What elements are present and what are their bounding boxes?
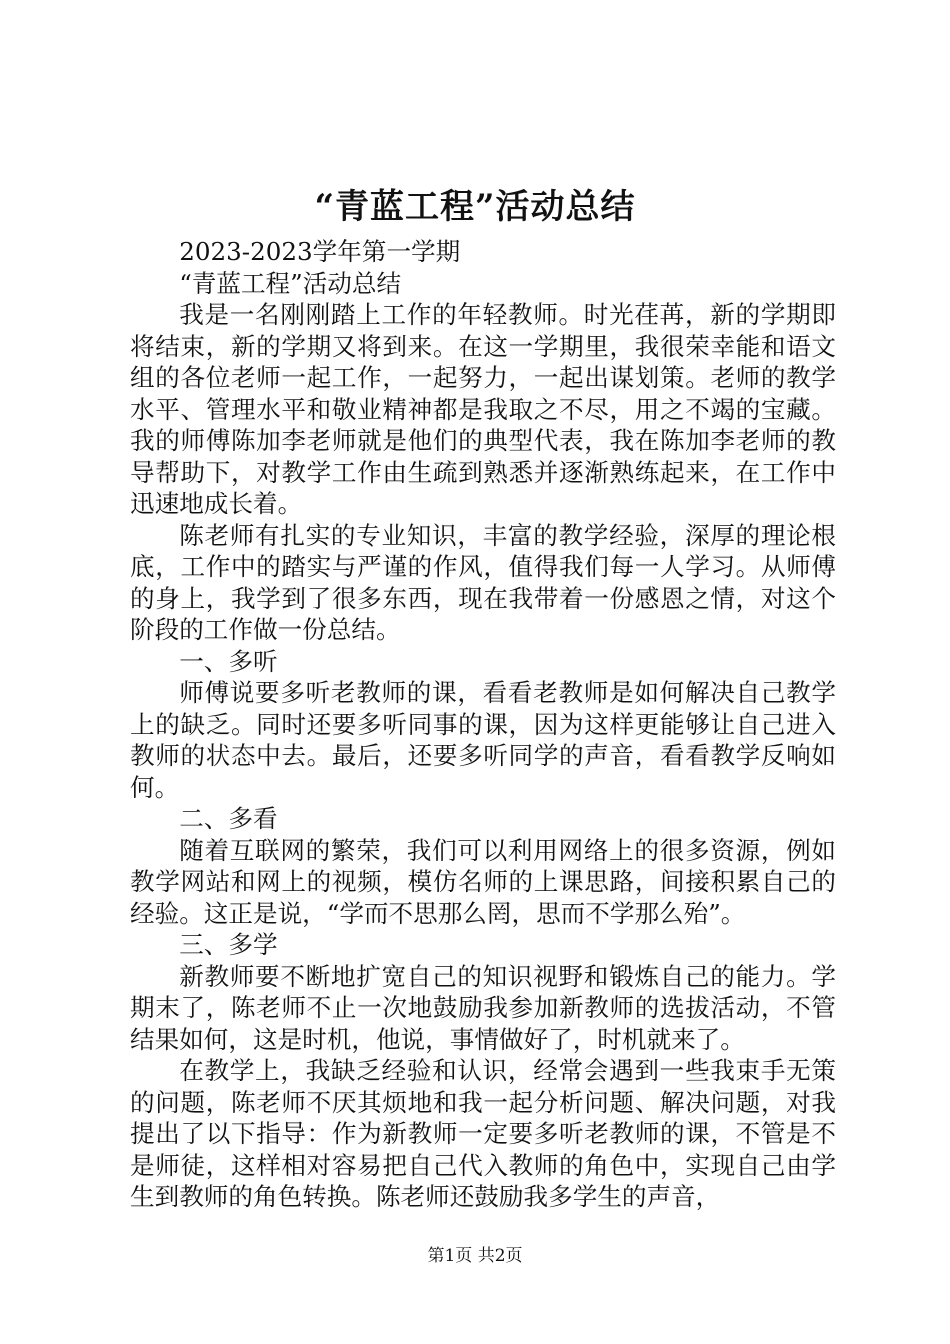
paragraph: 我是一名刚刚踏上工作的年轻教师。时光荏苒，新的学期即将结束，新的学期又将到来。在这一学期里，我很荣幸能和语文组的各位老师一起工作，一起努力，一起出谋划策。老师的教学水平、管理水平和敬业精神都是我取之不尽，用之不竭的宝藏。我的师傅陈加李老师就是他们的典型代表，我在陈加李老师的教导帮助下，对教学工作由生疏到熟悉并逐渐熟练起来，在工作中迅速地成长着。 xyxy=(130,300,836,518)
document-title: “青蓝工程”活动总结 xyxy=(314,187,636,227)
paragraph: 师傅说要多听老教师的课，看看老教师是如何解决自己教学上的缺乏。同时还要多听同事的课，因为这样更能够让自己进入教师的状态中去。最后，还要多听同学的声音，看看教学反响如何。 xyxy=(130,678,836,802)
page-number-footer: 第1页 共2页 xyxy=(427,1246,523,1266)
paragraph: 陈老师有扎实的专业知识，丰富的教学经验，深厚的理论根底，工作中的踏实与严谨的作风，值得我们每一人学习。从师傅的身上，我学到了很多东西，现在我带着一份感恩之情，对这个阶段的工作做一份总结。 xyxy=(130,520,836,644)
document-body xyxy=(130,236,836,1213)
paragraph: 新教师要不断地扩宽自己的知识视野和锻炼自己的能力。学期末了，陈老师不止一次地鼓励我参加新教师的选拔活动，不管结果如何，这是时机，他说，事情做好了，时机就来了。 xyxy=(130,961,836,1054)
semester-line: 2023-2023学年第一学期 xyxy=(179,237,461,266)
section-heading: 二、多看 xyxy=(179,804,278,833)
paragraph: 在教学上，我缺乏经验和认识，经常会遇到一些我束手无策的问题，陈老师不厌其烦地和我一起分析问题、解决问题，对我提出了以下指导：作为新教师一定要多听老教师的课，不管是不是师徒，这样相对容易把自己代入教师的角色中，实现自己由学生到教师的角色转换。陈老师还鼓励我多学生的声音， xyxy=(130,1056,836,1211)
paragraph: 随着互联网的繁荣，我们可以利用网络上的很多资源，例如教学网站和网上的视频，模仿名师的上课思路，间接积累自己的经验。这正是说，“学而不思那么罔，思而不学那么殆”。 xyxy=(130,835,836,928)
section-heading: 三、多学 xyxy=(179,930,278,959)
subtitle-line: “青蓝工程”活动总结 xyxy=(179,268,402,298)
section-heading: 一、多听 xyxy=(179,646,278,676)
